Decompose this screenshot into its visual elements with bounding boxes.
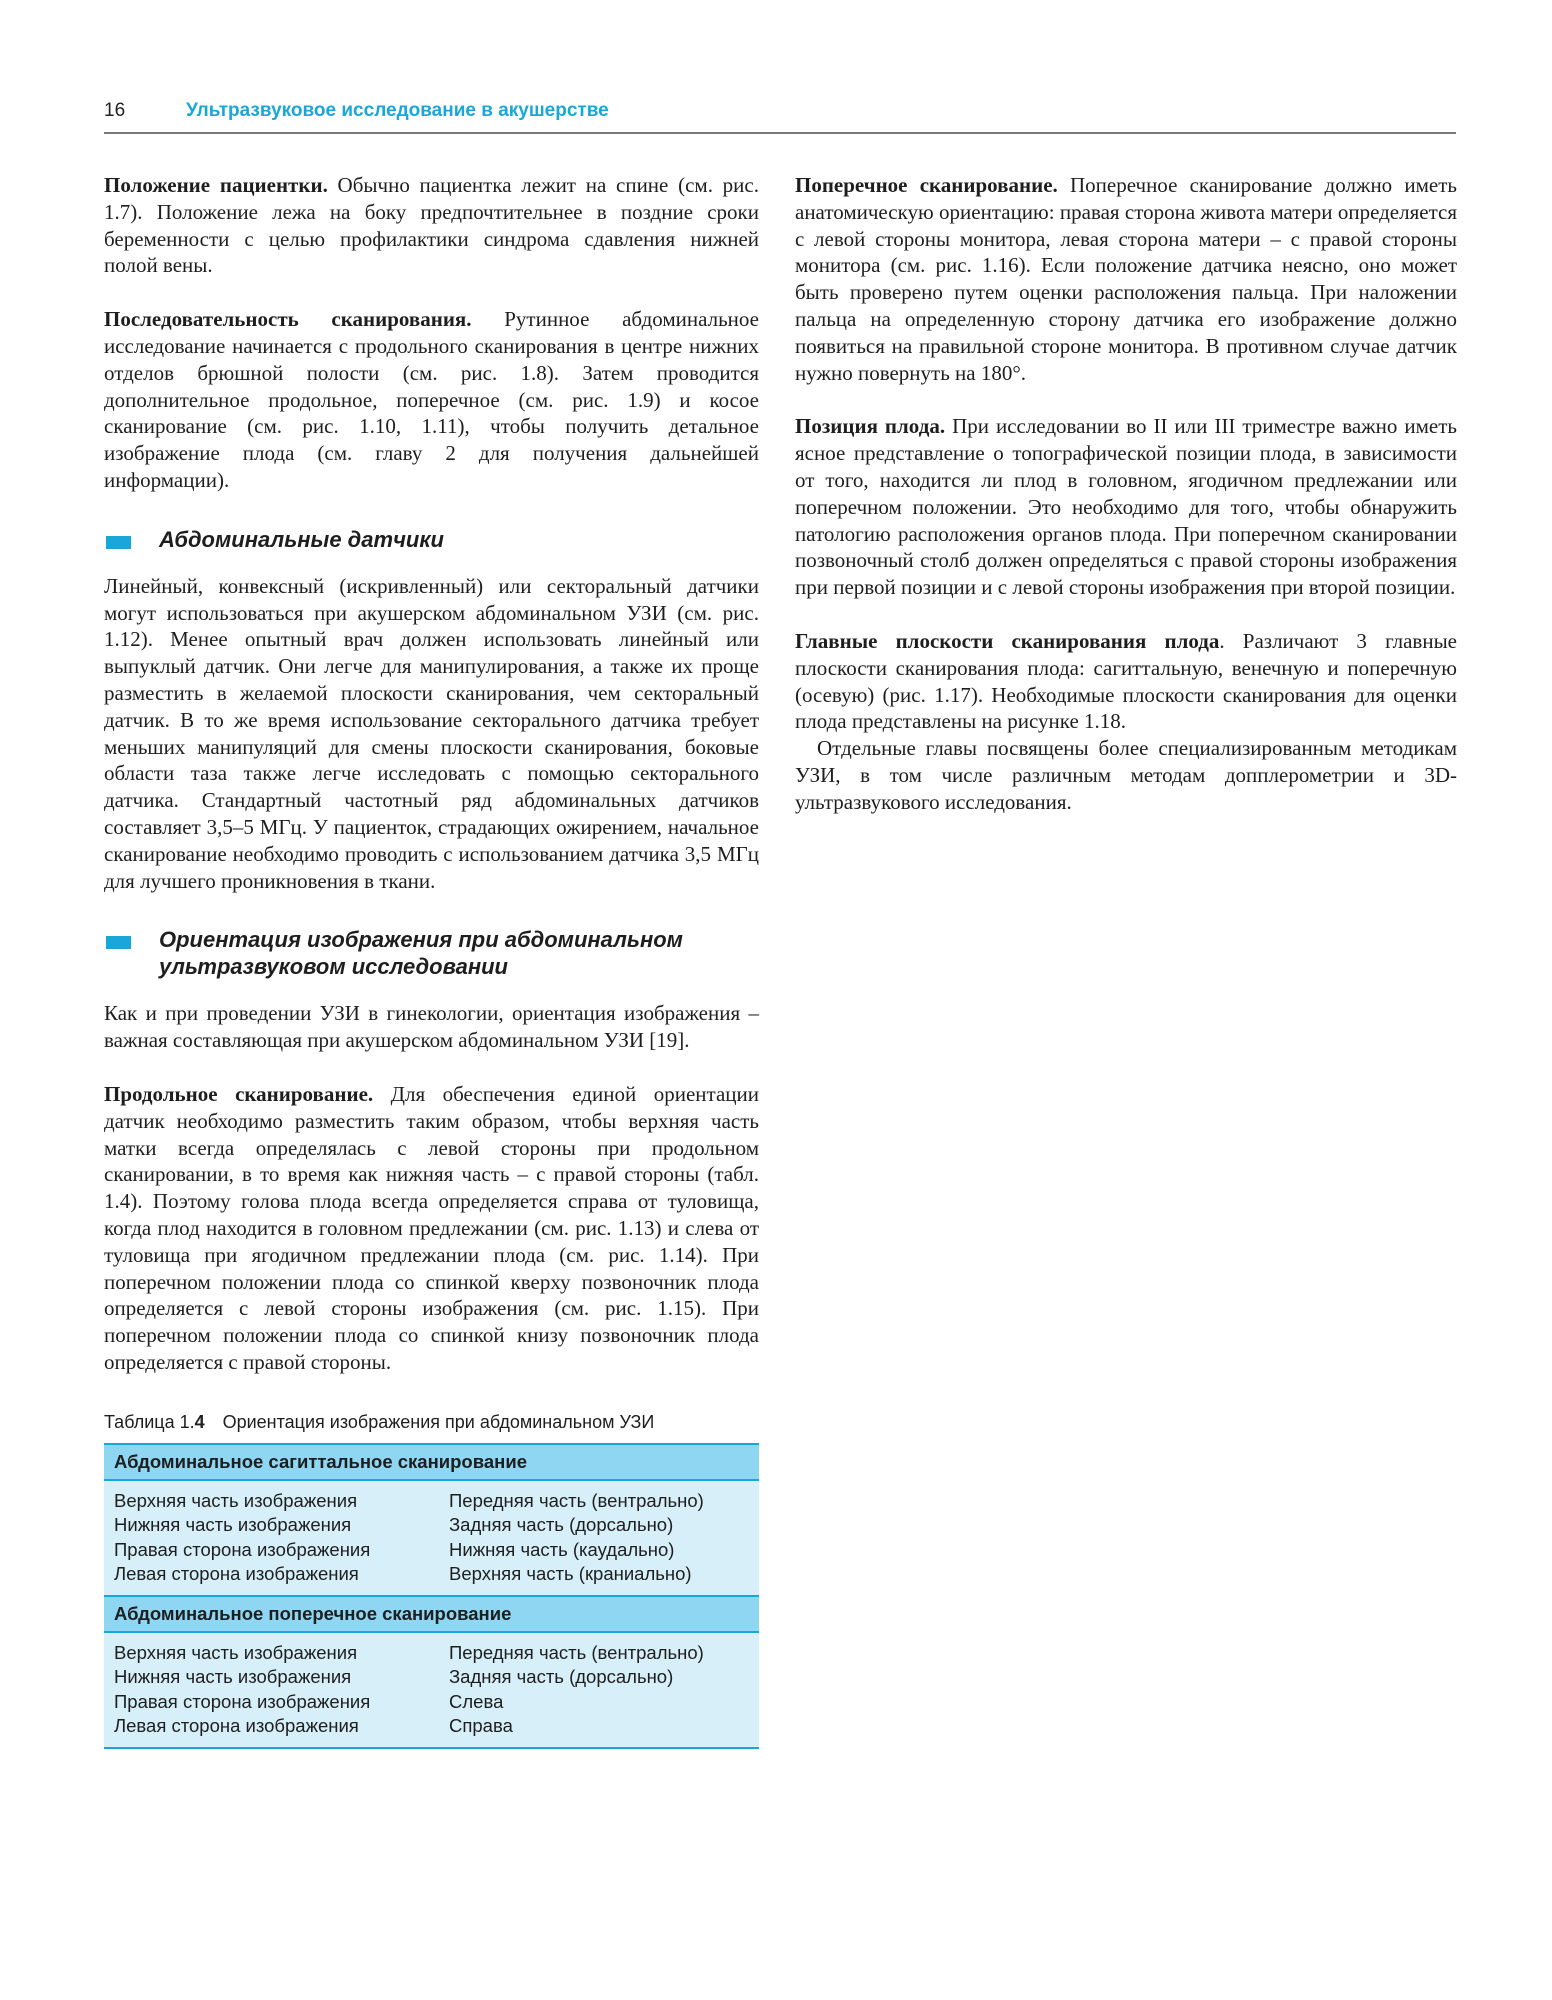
section-marker-icon [106, 536, 131, 549]
paragraph-patient-position: Положение пациентки. Обычно пациентка лежит на спине (см. рис. 1.7). Положение лежа на боку предпочтительнее в поздние сроки беременности с целью профилактики синдрома сдавления нижней полой вены. [104, 173, 759, 278]
left-column [104, 172, 759, 1749]
right-column [795, 172, 1457, 816]
table-row: Левая сторона изображения Верхняя часть (краниально) [104, 1562, 759, 1596]
page-number: 16 [104, 100, 126, 121]
table-row: Нижняя часть изображения Задняя часть (дорсально) [104, 1665, 759, 1690]
paragraph-longitudinal-scan: Продольное сканирование. Для обеспечения единой ориентации датчик необходимо разместить таким образом, чтобы верхняя часть матки всегда определялась с левой стороны при продольном сканировании, в то время как нижняя часть – с правой стороны (табл. 1.4). Поэтому голова плода всегда определяется справа от туловища, когда плод находится в головном предлежании (см. рис. 1.13) и слева от туловища при ягодичном предлежании плода (см. рис. 1.14). При поперечном положении плода со спинкой кверху позвоночник плода определяется с левой стороны изображения (см. рис. 1.15). При поперечном положении плода со спинкой книзу позвоночник плода определяется с правой стороны. [104, 1081, 759, 1374]
paragraph-scan-sequence: Последовательность сканирования. Рутинное абдоминальное исследование начинается с продольного сканирования в центре нижних отделов брюшной полости (см. рис. 1.8). Затем проводится дополнительное продольное, поперечное (см. рис. 1.9) и косое сканирование (см. рис. 1.10, 1.11), чтобы получить детальное изображение плода (см. главу 2 для получения дальнейшей информации). [104, 307, 759, 492]
paragraph-fetal-position: Позиция плода. При исследовании во II или III триместре важно иметь ясное представление о топографической позиции плода, в зависимости от того, находится ли плод в головном, ягодичном предлежании или поперечном положении. Это необходимо для того, чтобы обнаружить патологию расположения органов плода. При поперечном сканировании позвоночный столб должен определяться с правой стороны изображения при первой позиции и с левой стороны изображения при второй позиции. [795, 414, 1457, 600]
orientation-table [104, 1443, 759, 1749]
section-heading-orientation: Ориентация изображения при абдоминальном ультразвуковом исследовании [104, 926, 759, 980]
paragraph-transducers: Линейный, конвексный (искривленный) или секторальный датчики могут использоваться при акушерском абдоминальном УЗИ (см. рис. 1.12). Менее опытный врач должен использовать линейный или выпуклый датчик. Они легче для манипулирования, а также их проще разместить в желаемой плоскости сканирования, чем секторальный датчик. В то же время использование секторального датчика требует меньших манипуляций для смены плоскости сканирования, боковые области таза также легче исследовать с помощью секторального датчика. Стандартный частотный ряд абдоминальных датчиков составляет 3,5–5 МГц. У пациенток, страдающих ожирением, начальное сканирование необходимо проводить с использованием датчика 3,5 МГц для лучшего проникновения в ткани. [104, 573, 759, 893]
table-row: Правая сторона изображения Слева [104, 1690, 759, 1715]
section-heading-transducers: Абдоминальные датчики [104, 526, 759, 553]
table-row: Верхняя часть изображения Передняя часть (вентрально) [104, 1632, 759, 1666]
paragraph-transverse-scan: Поперечное сканирование. Поперечное сканирование должно иметь анатомическую ориентацию: правая сторона живота матери определяется с левой стороны монитора, левая сторона матери – с правой стороны монитора (см. рис. 1.16). Если положение датчика неясно, оно может быть проверено путем оценки расположения пальца. При наложении пальца на определенную сторону датчика его изображение должно появиться на правильной стороне монитора. В противном случае датчик нужно повернуть на 180°. [795, 173, 1457, 385]
table-group-header: Абдоминальное поперечное сканирование [104, 1596, 759, 1632]
paragraph-main-planes: Главные плоскости сканирования плода. Различают 3 главные плоскости сканирования плода: сагиттальную, венечную и поперечную (осевую) (рис. 1.17). Необходимые плоскости сканирования для оценки плода представлены на рисунке 1.18. [795, 628, 1457, 734]
table-row: Правая сторона изображения Нижняя часть (каудально) [104, 1538, 759, 1563]
table-row: Нижняя часть изображения Задняя часть (дорсально) [104, 1513, 759, 1538]
section-marker-icon [106, 936, 131, 949]
table-caption: Таблица 1.4 Ориентация изображения при абдоминальном УЗИ [104, 1411, 655, 1432]
paragraph-orientation-intro: Как и при проведении УЗИ в гинекологии, ориентация изображения – важная составляющая при акушерском абдоминальном УЗИ [19]. [104, 1001, 759, 1053]
page-header [104, 98, 1456, 134]
table-row: Верхняя часть изображения Передняя часть (вентрально) [104, 1480, 759, 1514]
paragraph-special-chapters: Отдельные главы посвящены более специализированным методикам УЗИ, в том числе различным методам допплерометрии и 3D-ультразвукового исследования. [795, 736, 1457, 814]
table-group-header: Абдоминальное сагиттальное сканирование [104, 1444, 759, 1480]
table-row: Левая сторона изображения Справа [104, 1714, 759, 1748]
running-title: Ультразвуковое исследование в акушерстве [186, 100, 609, 121]
